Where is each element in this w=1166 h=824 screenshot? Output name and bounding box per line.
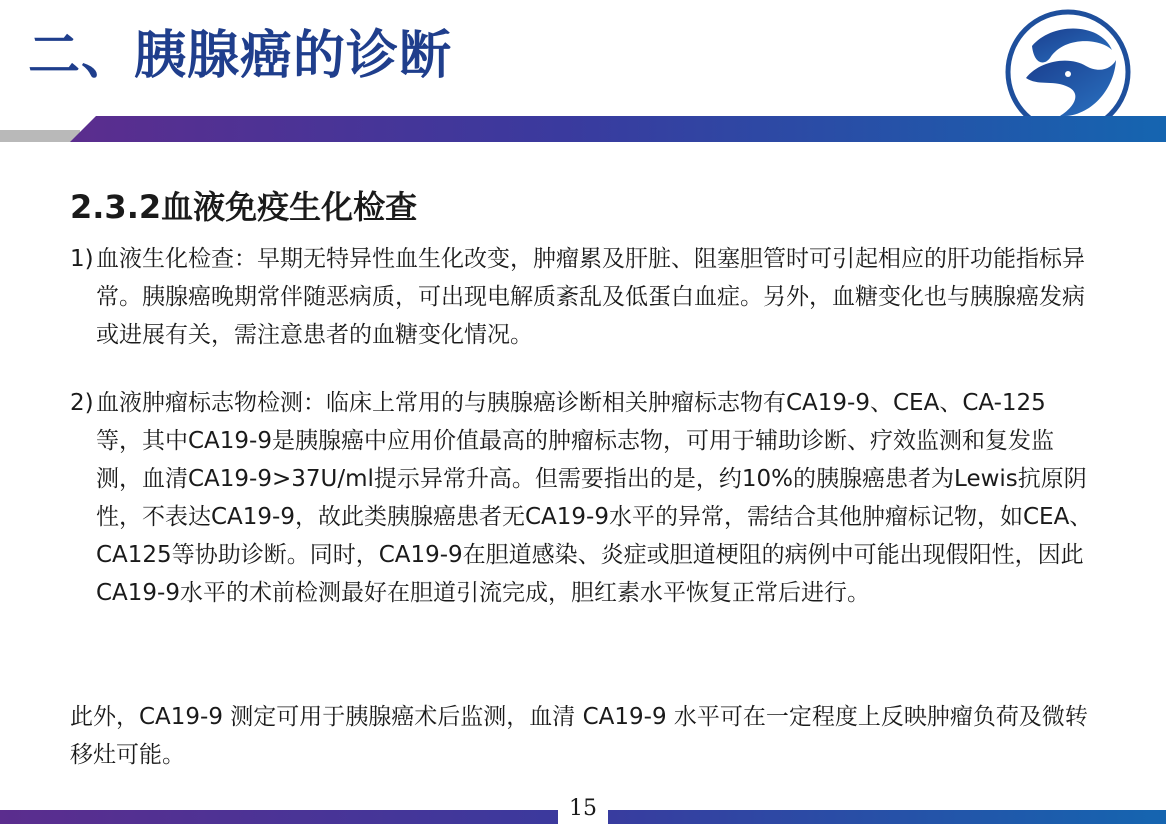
closing-paragraph: 此外，CA19-9 测定可用于胰腺癌术后监测，血清 CA19-9 水平可在一定程度上反映肿瘤负荷及微转移灶可能。 <box>70 704 1088 768</box>
header-decorative-bar <box>0 116 1166 144</box>
list-item-number: 2) <box>70 390 94 416</box>
list-item-number: 1) <box>70 246 94 272</box>
slide-title: 二、胰腺癌的诊断 <box>28 26 453 86</box>
list-item <box>70 240 1100 360</box>
page-number: 15 <box>558 794 608 824</box>
section-heading: 2.3.2血液免疫生化检查 <box>70 188 418 226</box>
list-item-text: 血液生化检查：早期无特异性血生化改变，肿瘤累及肝脏、阻塞胆管时可引起相应的肝功能指标异常。胰腺癌晚期常伴随恶病质，可出现电解质紊乱及低蛋白血症。另外，血糖变化也与胰腺癌发病或进展有关，需注意患者的血糖变化情况。 <box>96 246 1085 348</box>
list-item-text: 血液肿瘤标志物检测：临床上常用的与胰腺癌诊断相关肿瘤标志物有CA19-9、CEA、CA-125 等，其中CA19-9是胰腺癌中应用价值最高的肿瘤标志物，可用于辅助诊断、疗效监测和复发监测，血清CA19-9>37U/ml提示异常升高。但需要指出的是，约10%的胰腺癌患者为Lewis抗原阴性，不表达CA19-9，故此类胰腺癌患者无CA19-9水平的异常，需结合其他肿瘤标记物，如CEA、CA125等协助诊断。同时，CA19-9在胆道感染、炎症或胆道梗阻的病例中可能出现假阳性，因此CA19-9水平的术前检测最好在胆道引流完成，胆红素水平恢复正常后进行。 <box>96 390 1093 606</box>
list-item <box>70 384 1100 694</box>
